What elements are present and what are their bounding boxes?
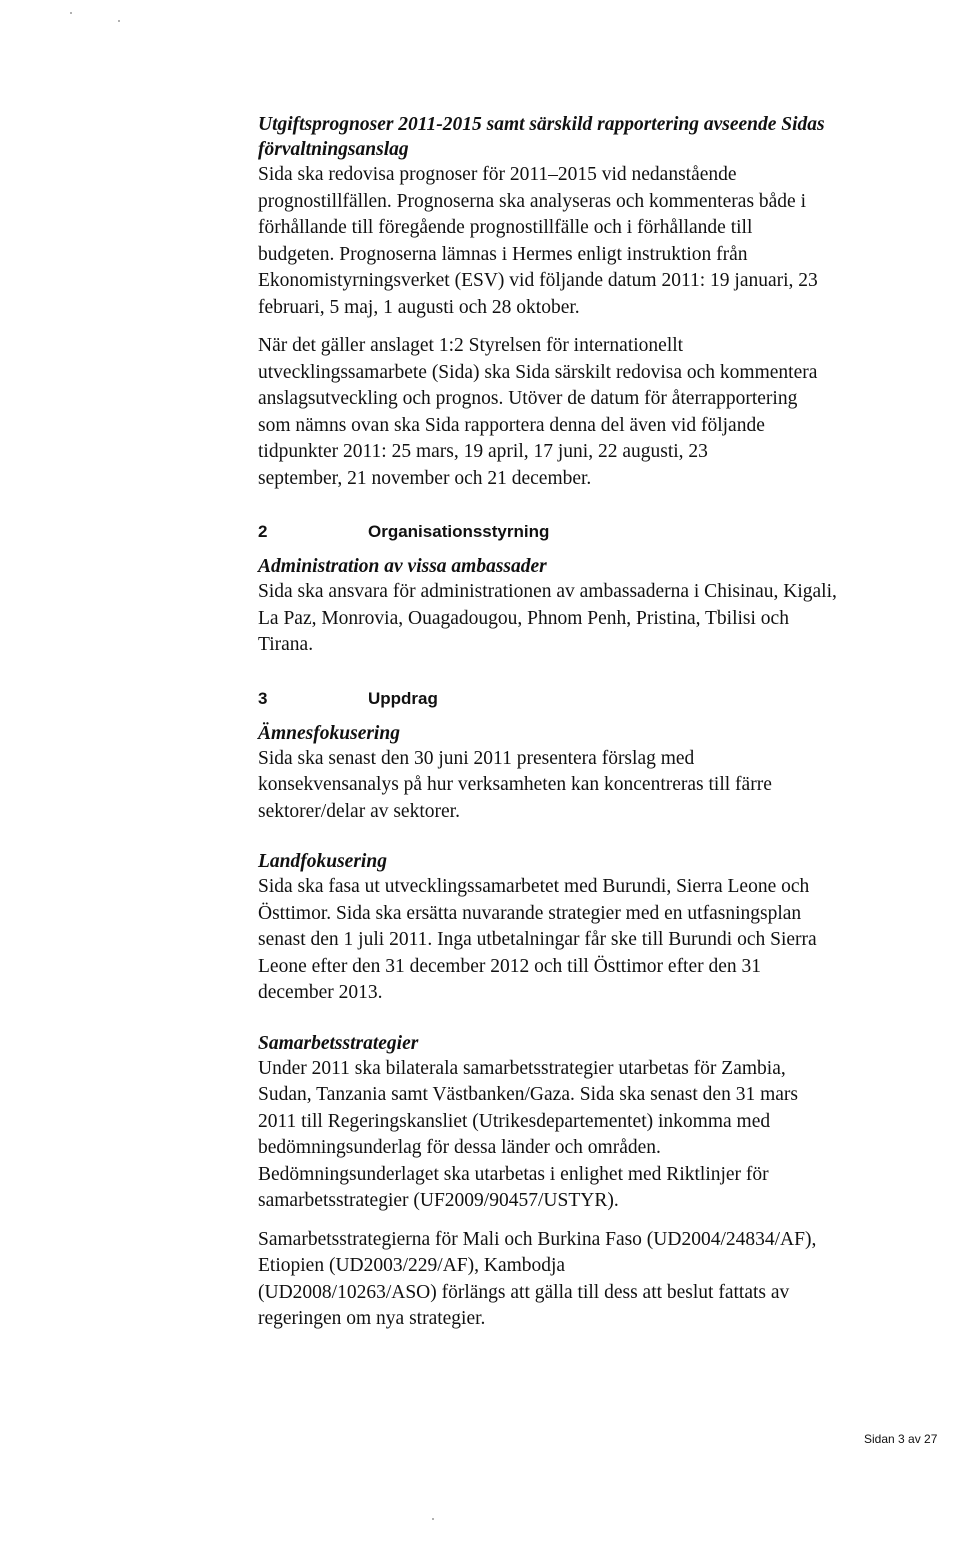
subheading-landfokusering: Landfokusering (258, 851, 387, 872)
page-number-footer: Sidan 3 av 27 (864, 1432, 938, 1446)
subheading-amnesfokusering: Ämnesfokusering (258, 722, 400, 744)
section-title: Organisationsstyrning (368, 522, 550, 541)
section-number: 3 (258, 688, 268, 708)
section-uppdrag (258, 687, 948, 1333)
section-title: Uppdrag (368, 688, 438, 708)
paragraph-strategier-forlangning: Samarbetsstrategierna för Mali och Burkina Faso (UD2004/24834/AF), Etiopien (UD2003/229/AF), Kambodja (UD2008/10263/ASO) förlängs att gälla till dess att beslut fattats av regeringen om nya strategier. (258, 1228, 817, 1329)
paragraph-ambassader: Sida ska ansvara för administrationen av ambassaderna i Chisinau, Kigali, La Paz, Monrovia, Ouagadougou, Phnom Penh, Pristina, Tbilisi och Tirana. (258, 581, 837, 655)
section-budget-forecasts (258, 112, 948, 492)
subheading-utgiftsprognoser: Utgiftsprognoser 2011-2015 samt särskild rapportering avseende Sidas förvaltningsanslag (258, 114, 825, 160)
paragraph-landfokusering: Sida ska fasa ut utvecklingssamarbetet med Burundi, Sierra Leone och Östtimor. Sida ska ersätta nuvarande strategier med en utfasningsplan senast den 1 juli 2011. Inga utbetalningar får ske till Burundi och Sierra Leone efter den 31 december 2012 och till Östtimor efter den 31 december 2013. (258, 876, 817, 1003)
paragraph-samarbetsstrategier: Under 2011 ska bilaterala samarbetsstrategier utarbetas för Zambia, Sudan, Tanzania samt Västbanken/Gaza. Sida ska senast den 31 mars 2011 till Regeringskansliet (Utrikesdepartementet) inkomma med bedömningsunderlag för dessa länder och områden. Bedömningsunderlaget ska utarbetas i enlighet med Riktlinjer för samarbetsstrategier (UF2009/90457/USTYR). (258, 1057, 798, 1211)
section-heading-2 (258, 520, 948, 544)
scan-speck (432, 1518, 434, 1520)
subheading-samarbetsstrategier: Samarbetsstrategier (258, 1032, 419, 1054)
scan-speck (70, 12, 72, 14)
section-heading-3 (258, 687, 948, 711)
subheading-ambassader: Administration av vissa ambassader (258, 556, 547, 577)
document-page (258, 112, 948, 1333)
section-number: 2 (258, 522, 268, 541)
scan-speck (118, 20, 120, 22)
paragraph-prognoses: Sida ska redovisa prognoser för 2011–2015 vid nedanstående prognostillfällen. Prognoserna ska analyseras och kommenteras både i förhållande till föregående prognostillfälle och i förhållande till budgeten. Prognoserna lämnas i Hermes enligt instruktion från Ekonomistyrningsverket (ESV) vid följande datum 2011: 19 januari, 23 februari, 5 maj, 1 augusti och 28 oktober. (258, 164, 818, 318)
section-organisationsstyrning (258, 520, 948, 659)
paragraph-appropriation: När det gäller anslaget 1:2 Styrelsen för internationellt utvecklingssamarbete (Sida) ska Sida särskilt redovisa och kommentera anslagsutveckling och prognos. Utöver de datum för återrapportering som nämns ovan ska Sida rapportera denna del även vid följande tidpunkter 2011: 25 mars, 19 april, 17 juni, 22 augusti, 23 september, 21 november och 21 december. (258, 335, 818, 489)
paragraph-amnesfokusering: Sida ska senast den 30 juni 2011 presentera förslag med konsekvensanalys på hur verksamheten kan koncentreras till färre sektorer/delar av sektorer. (258, 747, 772, 822)
